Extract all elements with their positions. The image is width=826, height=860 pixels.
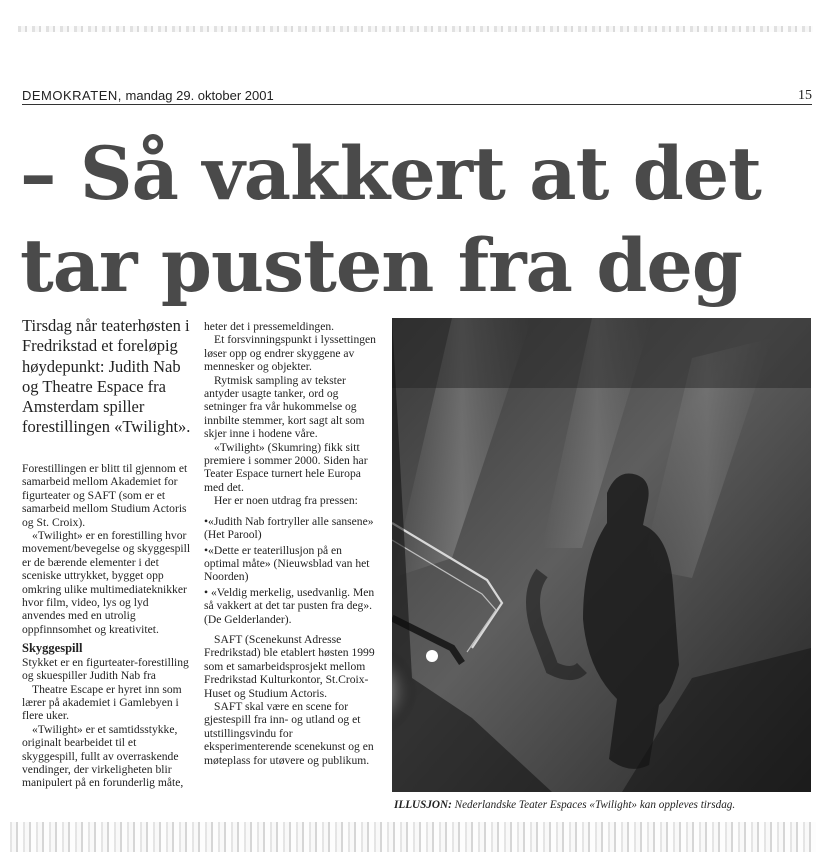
- header-rule: [22, 104, 812, 105]
- paragraph: SAFT (Scenekunst Adresse Fredrikstad) ble etablert høsten 1999 som et samarbeidsprosjekt mellom Fredrikstad Kulturkontor, St.Croix-Huset og Studium Actoris.: [204, 632, 375, 700]
- press-quote: •«Judith Nab fortryller alle sansene» (Het Parool): [204, 514, 374, 542]
- scan-artifact-bottom: [10, 822, 816, 852]
- press-quote: • «Veldig merkelig, usedvanlig. Men så vakkert at det tar pusten fra deg». (De Gelderlander).: [204, 585, 375, 626]
- article-column-2: [204, 320, 378, 767]
- article-photo: [392, 318, 811, 792]
- photo-caption: [394, 798, 812, 812]
- paragraph: «Twilight» er et samtidsstykke, originalt bearbeidet til et skyggespill, fullt av overraskende vendinger, der virkeligheten blir manipulert på en forunderlig måte,: [22, 722, 184, 790]
- article-column-1: [22, 462, 194, 790]
- paragraph: Et forsvinningspunkt i lyssettingen løser opp og endrer skyggene av mennesker og objekter.: [204, 333, 376, 374]
- caption-label: ILLUSJON:: [394, 799, 452, 811]
- paragraph: Rytmisk sampling av tekster antyder usagte tanker, ord og setninger fra vår hukommelse og innbilte stemmer, kort sagt alt som skjer inne i hodene våre.: [204, 373, 365, 441]
- newspaper-name: DEMOKRATEN,: [22, 88, 122, 103]
- press-quote: •«Dette er teaterillusjon på en optimal måte» (Nieuwsblad van het Noorden): [204, 543, 370, 584]
- headline: [20, 128, 810, 312]
- paragraph: «Twilight» (Skumring) fikk sitt premiere i sommer 2000. Siden har Teater Espace turnert hele Europa med det.: [204, 440, 368, 494]
- ingress: Tirsdag når teaterhøsten i Fredrikstad et foreløpig høydepunkt: Judith Nab og Theatre Espace fra Amsterdam spiller forestillingen «Twilight».: [22, 316, 191, 437]
- paragraph: heter det i pressemeldingen.: [204, 320, 335, 333]
- paragraph: Her er noen utdrag fra pressen:: [214, 494, 358, 508]
- caption-text: Nederlandske Teater Espaces «Twilight» kan oppleves tirsdag.: [454, 799, 736, 811]
- scan-artifact-top: [18, 26, 813, 32]
- page-header: [22, 88, 812, 103]
- paragraph: Stykket er en figurteater-forestilling og skuespiller Judith Nab fra: [22, 655, 189, 683]
- paragraph: «Twilight» er en forestilling hvor movement/bevegelse og skyggespill er de bærende elementer i det sceniske uttrykket, bygget opp omkring ulike multimediateknikker hvor film, video, lys og lyd anvendes med en utrolig oppfinnsomhet og kreativitet.: [22, 529, 191, 636]
- issue-date: mandag 29. oktober 2001: [125, 88, 274, 103]
- paragraph: Theatre Escape er hyret inn som lærer på akademiet i Gamlebyen i flere uker.: [22, 682, 182, 723]
- page-number: 15: [798, 88, 812, 103]
- paragraph: SAFT skal være en scene for gjestespill fra inn- og utland og et utstillingsvindu for eksperimenterende scenekunst og en møteplass for utøvere og publikum.: [204, 699, 374, 767]
- subheading: Skyggespill: [22, 641, 83, 656]
- shadow-play-photo: [392, 318, 811, 792]
- headline-line-2: tar pusten fra deg: [20, 223, 742, 309]
- paragraph: Forestillingen er blitt til gjennom et samarbeid mellom Akademiet for figurteater og SAFT (som er et samarbeid mellom Studium Actoris og St. Croix).: [22, 462, 188, 529]
- headline-line-1: – Så vakkert at det: [20, 131, 761, 217]
